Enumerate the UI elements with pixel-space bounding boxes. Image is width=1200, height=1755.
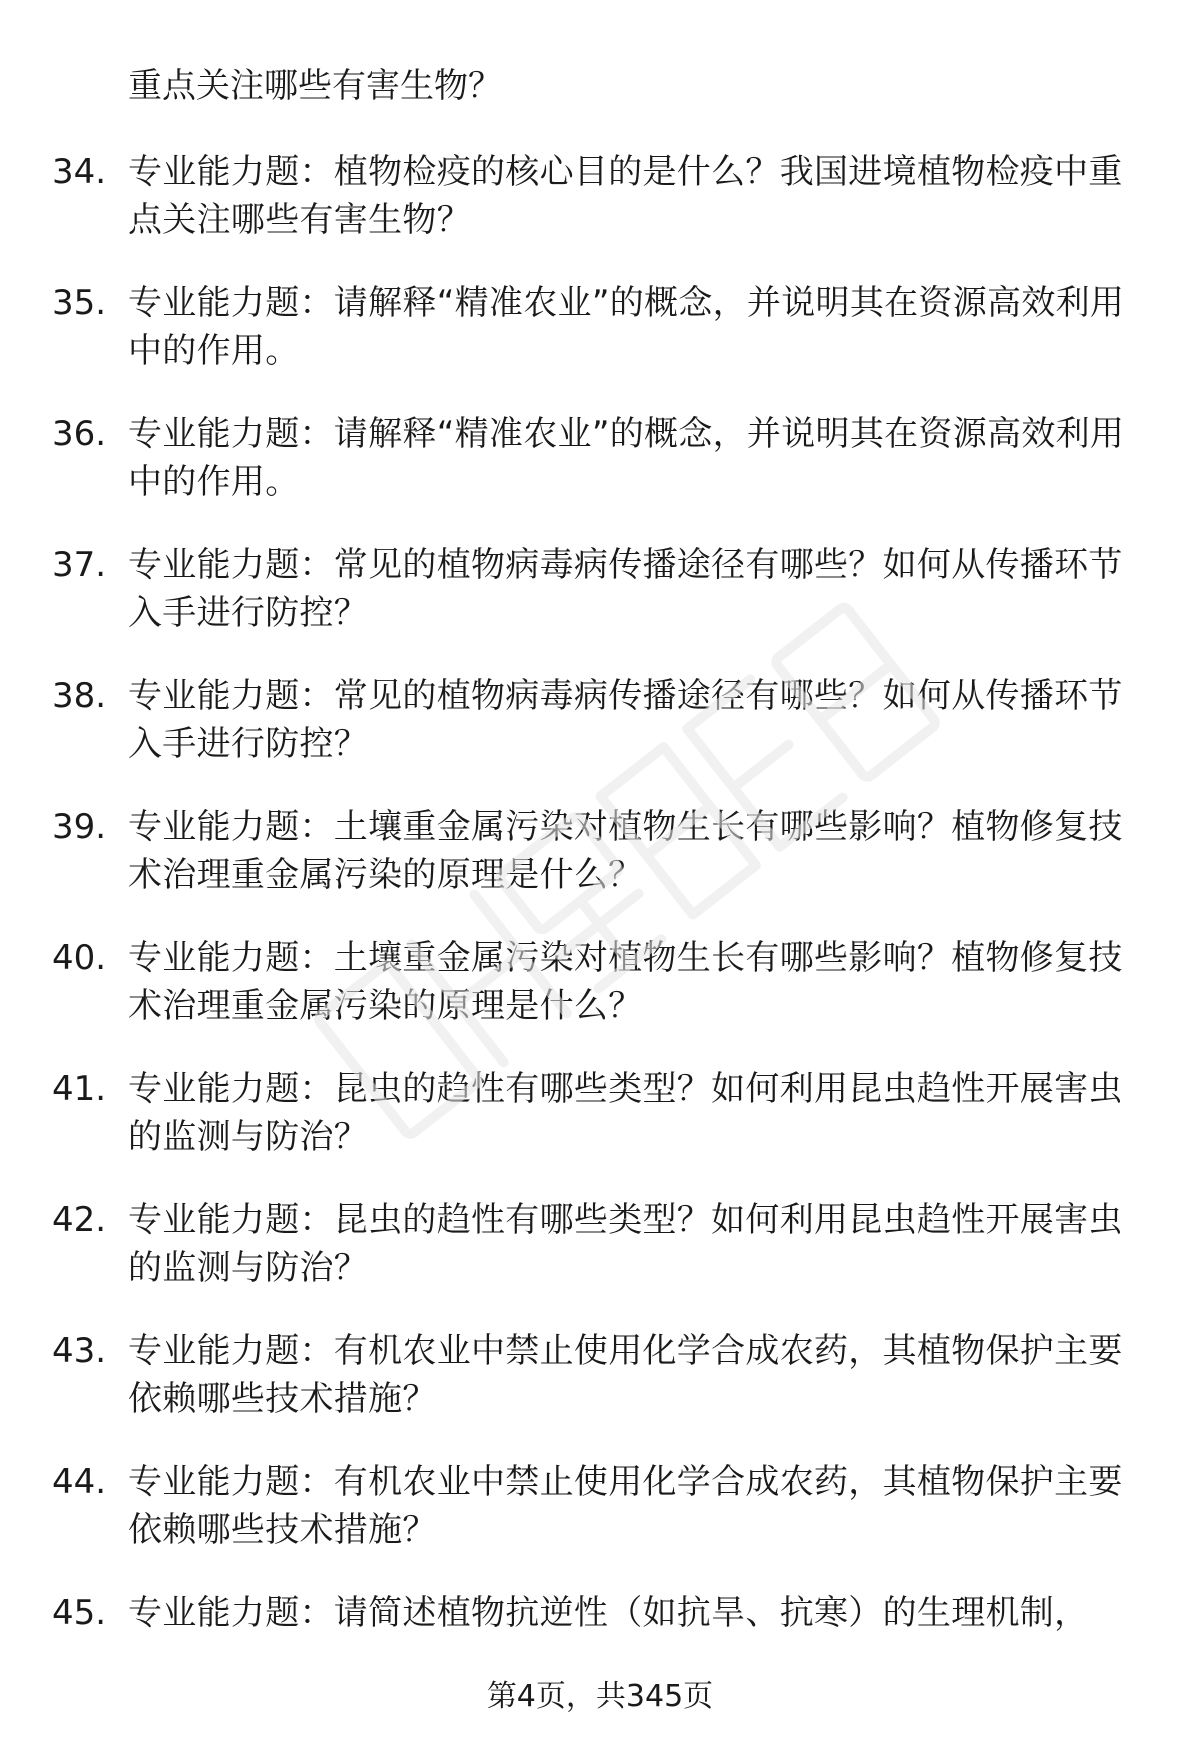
question-item — [0, 1450, 1200, 1581]
question-item — [0, 1057, 1200, 1188]
page-footer: 第4页，共345页 — [486, 1679, 714, 1714]
question-number: 36. — [52, 414, 107, 454]
question-text: 专业能力题：请简述植物抗逆性（如抗旱、抗寒）的生理机制， — [128, 1593, 1089, 1633]
question-text: 专业能力题：昆虫的趋性有哪些类型？如何利用昆虫趋性开展害虫的监测与防治？ — [128, 1069, 1123, 1157]
question-number: 35. — [52, 283, 107, 323]
question-text: 专业能力题：请解释“精准农业”的概念，并说明其在资源高效利用中的作用。 — [128, 414, 1125, 502]
question-number: 38. — [52, 676, 107, 716]
question-text: 专业能力题：常见的植物病毒病传播途径有哪些？如何从传播环节入手进行防控？ — [128, 676, 1123, 764]
question-number: 39. — [52, 807, 107, 847]
question-text: 专业能力题：有机农业中禁止使用化学合成农药，其植物保护主要依赖哪些技术措施？ — [128, 1331, 1123, 1419]
question-text: 专业能力题：常见的植物病毒病传播途径有哪些？如何从传播环节入手进行防控？ — [128, 545, 1123, 633]
question-text: 专业能力题：请解释“精准农业”的概念，并说明其在资源高效利用中的作用。 — [128, 283, 1125, 371]
question-item — [0, 1319, 1200, 1450]
question-number: 45. — [52, 1593, 107, 1633]
question-text: 专业能力题：土壤重金属污染对植物生长有哪些影响？植物修复技术治理重金属污染的原理是什么？ — [128, 807, 1123, 895]
question-item — [0, 926, 1200, 1057]
question-number: 40. — [52, 938, 107, 978]
question-item — [0, 795, 1200, 926]
question-number: 41. — [52, 1069, 107, 1109]
question-item — [0, 271, 1200, 402]
question-text: 专业能力题：昆虫的趋性有哪些类型？如何利用昆虫趋性开展害虫的监测与防治？ — [128, 1200, 1123, 1288]
question-number: 34. — [52, 152, 107, 192]
question-item — [0, 664, 1200, 795]
question-number: 37. — [52, 545, 107, 585]
question-text: 专业能力题：植物检疫的核心目的是什么？我国进境植物检疫中重点关注哪些有害生物？ — [128, 152, 1123, 240]
question-list — [0, 140, 1200, 1712]
question-text: 专业能力题：有机农业中禁止使用化学合成农药，其植物保护主要依赖哪些技术措施？ — [128, 1462, 1123, 1550]
question-item — [0, 533, 1200, 664]
question-item — [0, 140, 1200, 271]
question-text: 专业能力题：土壤重金属污染对植物生长有哪些影响？植物修复技术治理重金属污染的原理是什么？ — [128, 938, 1123, 1026]
continuation-text: 重点关注哪些有害生物？ — [128, 66, 502, 106]
question-number: 43. — [52, 1331, 107, 1371]
question-number: 42. — [52, 1200, 107, 1240]
question-item — [0, 402, 1200, 533]
question-number: 44. — [52, 1462, 107, 1502]
question-item — [0, 1188, 1200, 1319]
